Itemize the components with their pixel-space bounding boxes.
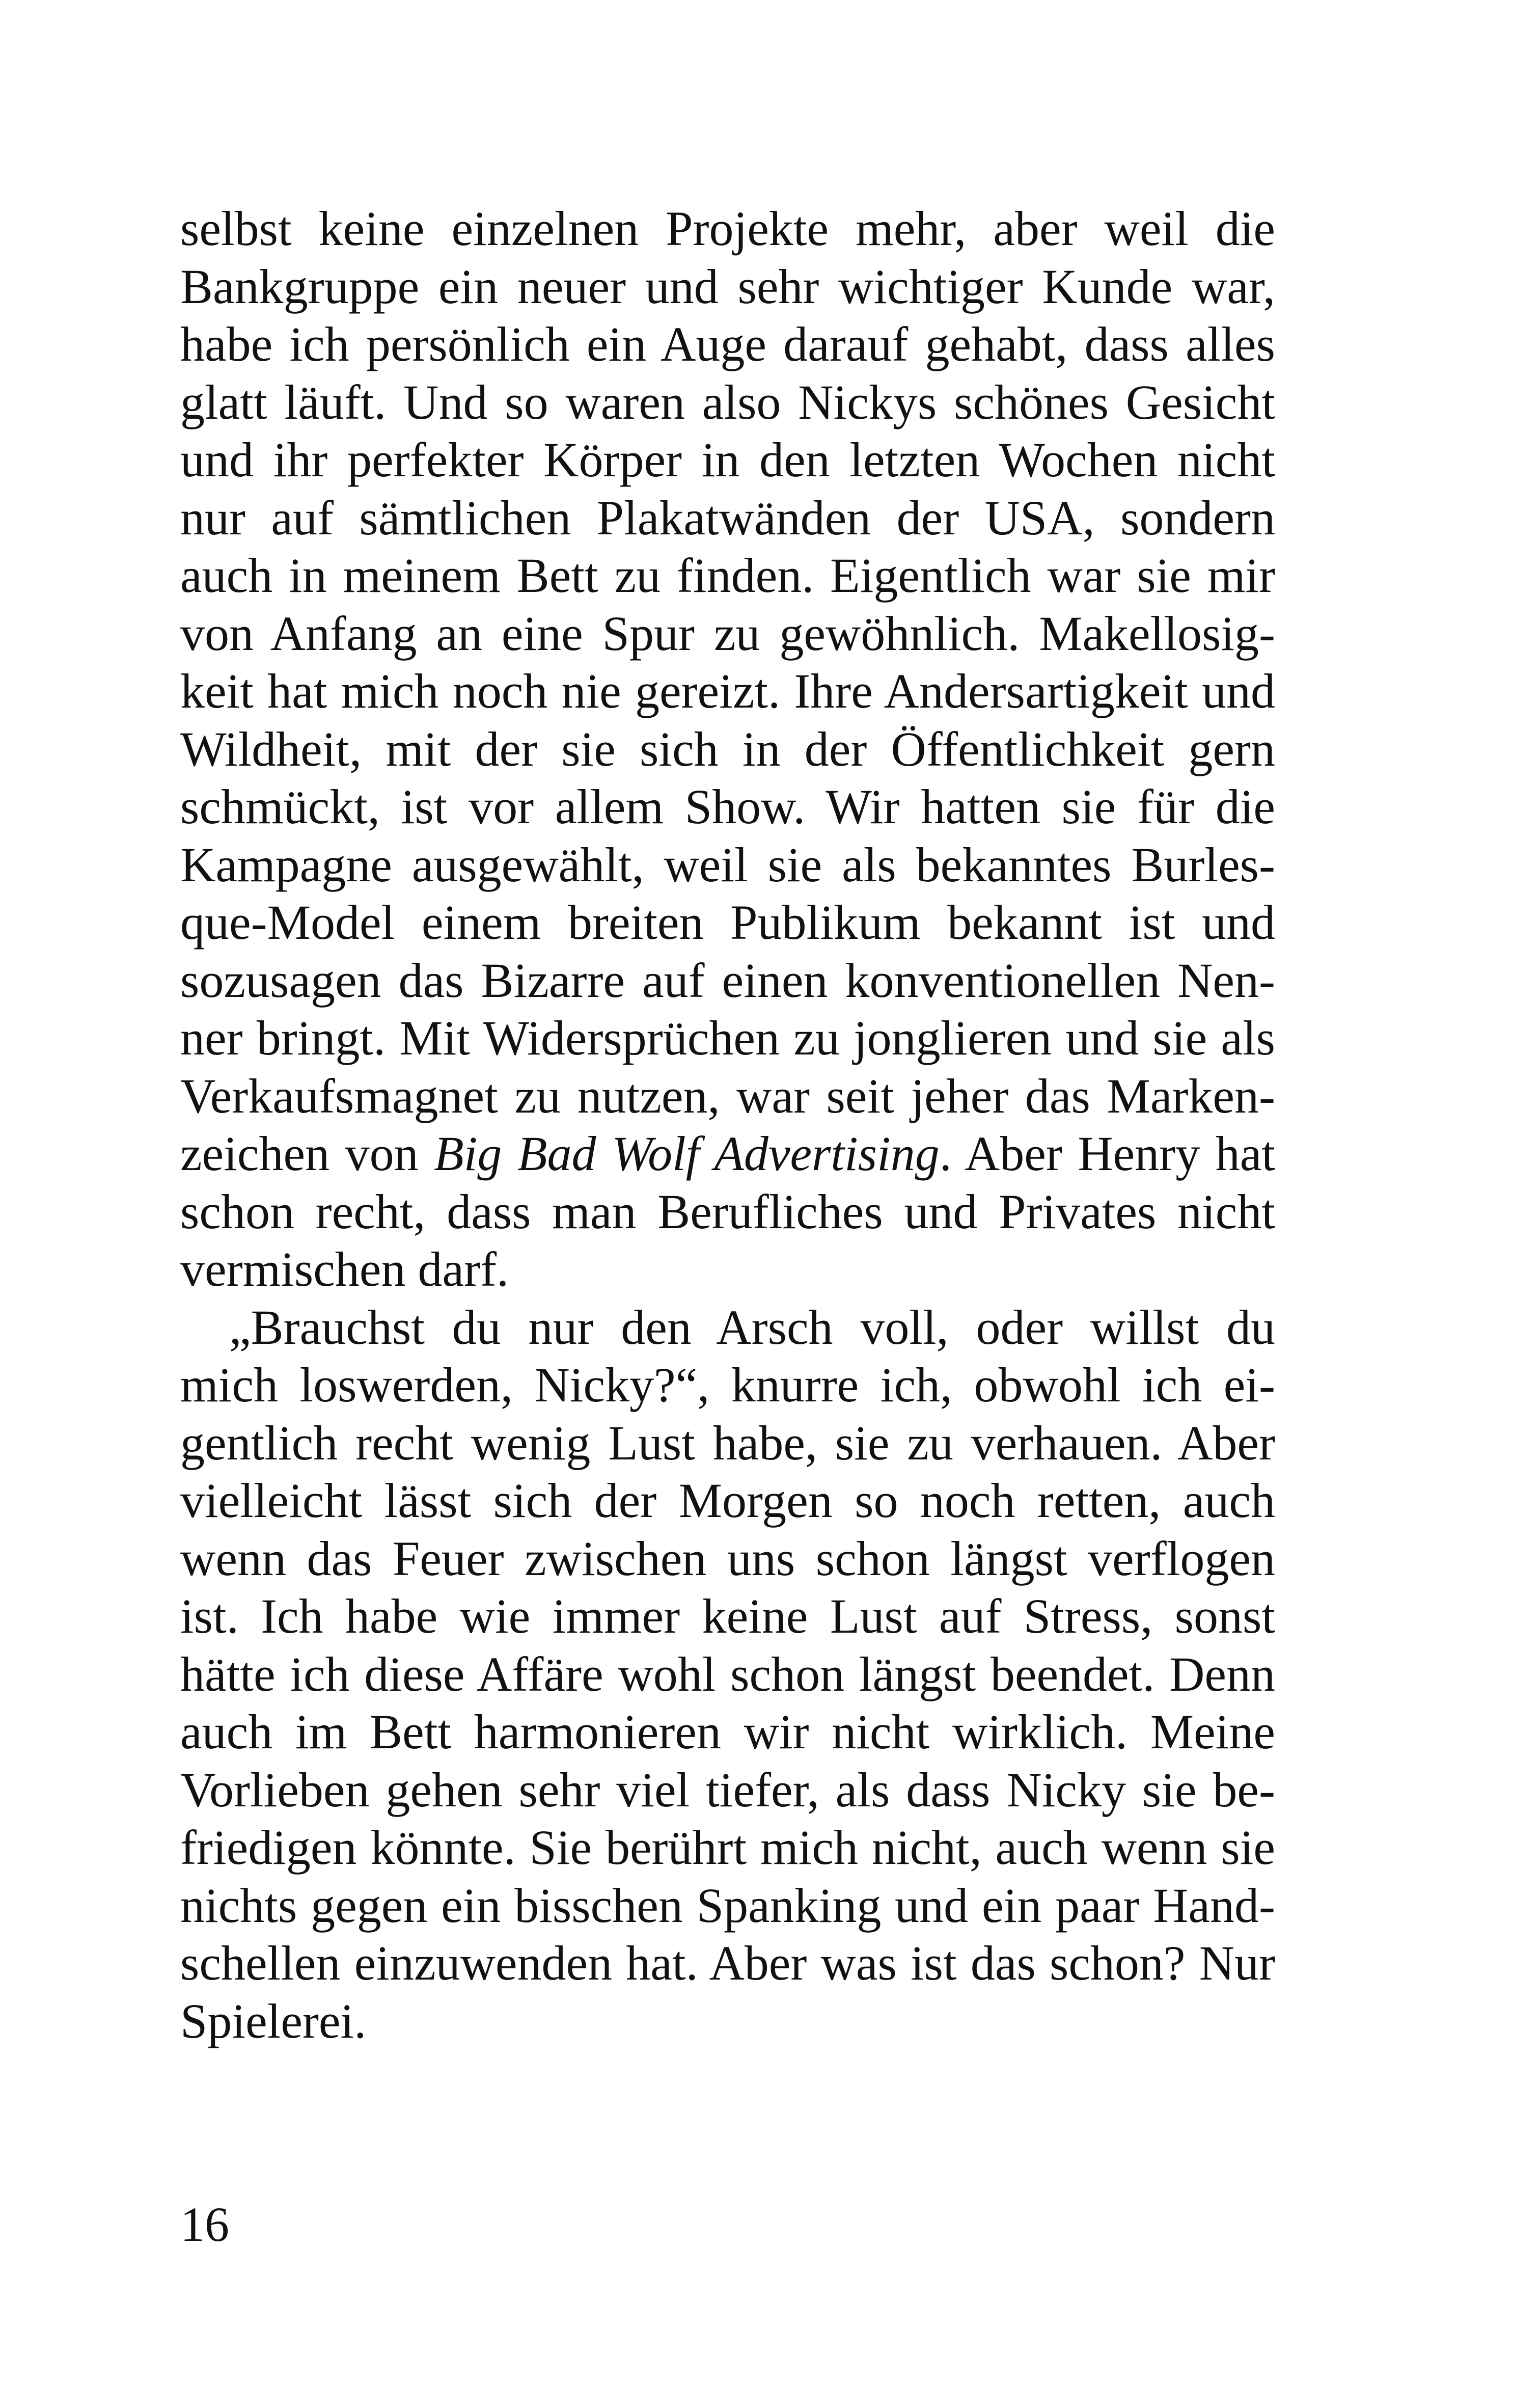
- text-line: Wildheit, mit der sie sich in der Öffentlichkeit gern: [180, 721, 1275, 776]
- text-line: mich loswerden, Nicky?“, knurre ich, obwohl ich ei-: [180, 1358, 1275, 1412]
- text-line: „Brauchst du nur den Arsch voll, oder willst du: [229, 1299, 1275, 1355]
- text-line: selbst keine einzelnen Projekte mehr, aber weil die: [180, 201, 1275, 256]
- text-line: schmückt, ist vor allem Show. Wir hatten sie für die: [180, 779, 1275, 834]
- text-line: von Anfang an eine Spur zu gewöhnlich. Makellosig-: [180, 606, 1275, 661]
- text-line: Kampagne ausgewählt, weil sie als bekanntes Burles-: [180, 837, 1275, 892]
- text-line: ner bringt. Mit Widersprüchen zu jonglieren und sie als: [180, 1011, 1275, 1065]
- company-name-italic: Big Bad Wolf Advertising: [434, 1126, 940, 1181]
- text-line: Spielerei.: [180, 1993, 367, 2048]
- text-line: auch in meinem Bett zu finden. Eigentlich war sie mir: [180, 548, 1275, 603]
- text-line: wenn das Feuer zwischen uns schon längst verflogen: [180, 1531, 1275, 1586]
- text-line: que-Model einem breiten Publikum bekannt ist und: [180, 895, 1275, 950]
- page-number: 16: [180, 2197, 229, 2252]
- text-line: und ihr perfekter Körper in den letzten Wochen nicht: [180, 432, 1275, 487]
- text-fragment: . Aber Henry hat: [939, 1126, 1275, 1181]
- text-line: friedigen könnte. Sie berührt mich nicht, auch wenn sie: [180, 1820, 1275, 1875]
- text-line: schon recht, dass man Berufliches und Privates nicht: [180, 1184, 1275, 1239]
- text-line: habe ich persönlich ein Auge darauf gehabt, dass alles: [180, 317, 1275, 371]
- text-fragment: zeichen von: [180, 1126, 434, 1181]
- text-line: vermischen darf.: [180, 1242, 509, 1296]
- text-line: schellen einzuwenden hat. Aber was ist das schon? Nur: [180, 1936, 1275, 1990]
- text-line: keit hat mich noch nie gereizt. Ihre Andersartigkeit und: [180, 664, 1275, 718]
- body-text: [180, 200, 1275, 2050]
- text-line: vielleicht lässt sich der Morgen so noch retten, auch: [180, 1473, 1275, 1528]
- text-line: hätte ich diese Affäre wohl schon längst beendet. Denn: [180, 1646, 1275, 1701]
- text-line: sozusagen das Bizarre auf einen konventionellen Nen-: [180, 953, 1275, 1008]
- text-line: Vorlieben gehen sehr viel tiefer, als dass Nicky sie be-: [180, 1762, 1275, 1817]
- text-line: ist. Ich habe wie immer keine Lust auf Stress, sonst: [180, 1589, 1275, 1643]
- text-line: nichts gegen ein bisschen Spanking und ein paar Hand-: [180, 1878, 1275, 1933]
- text-line: Bankgruppe ein neuer und sehr wichtiger Kunde war,: [180, 259, 1275, 314]
- text-line: gentlich recht wenig Lust habe, sie zu verhauen. Aber: [180, 1415, 1275, 1470]
- text-line: auch im Bett harmonieren wir nicht wirklich. Meine: [180, 1704, 1275, 1759]
- text-line: Verkaufsmagnet zu nutzen, war seit jeher das Marken-: [180, 1068, 1275, 1123]
- text-line: nur auf sämtlichen Plakatwänden der USA, sondern: [180, 490, 1275, 545]
- text-line: glatt läuft. Und so waren also Nickys schönes Gesicht: [180, 374, 1275, 429]
- text-line-with-italic: [180, 1125, 1275, 1183]
